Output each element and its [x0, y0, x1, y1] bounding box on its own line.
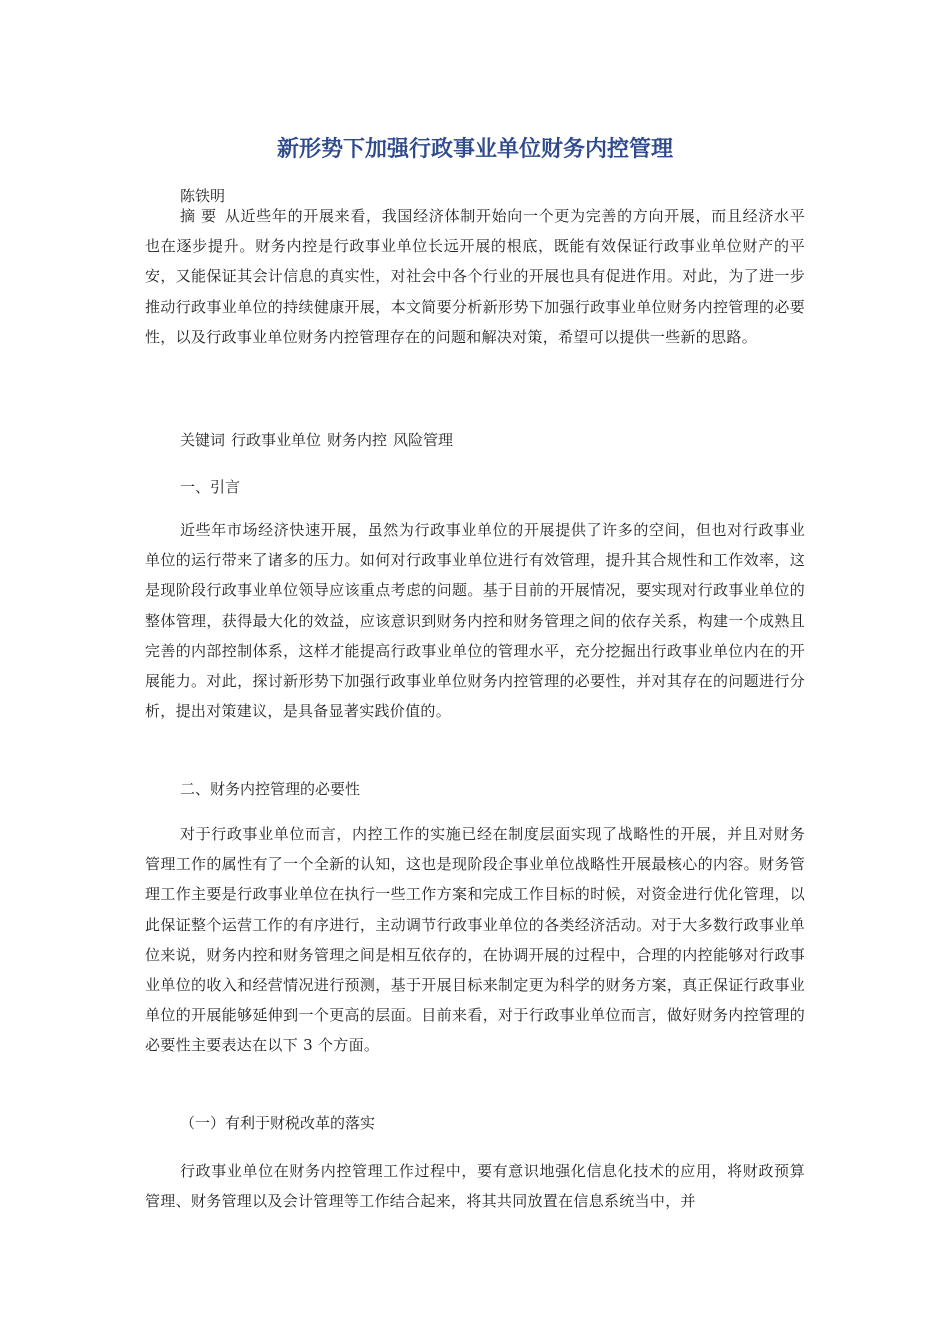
- tax-reform-paragraph: 行政事业单位在财务内控管理工作过程中，要有意识地强化信息化技术的应用，将财政预算管理、财务管理以及会计管理等工作结合起来，将其共同放置在信息系统当中，并: [145, 1162, 805, 1211]
- keyword-item: 财务内控: [327, 431, 388, 449]
- keywords-line: [180, 428, 459, 452]
- abstract-text: 从近些年的开展来看，我国经济体制开始向一个更为完善的方向开展，而且经济水平也在逐步提升。财务内控是行政事业单位长远开展的根底，既能有效保证行政事业单位财产的平安，又能保证其会计信息的真实性，对社会中各个行业的开展也具有促进作用。对此，为了进一步推动行政事业单位的持续健康开展，本文简要分析新形势下加强行政事业单位财务内控管理的必要性，以及行政事业单位财务内控管理存在的问题和解决对策，希望可以提供一些新的思路。: [145, 207, 805, 346]
- abstract-label: 摘 要: [180, 207, 217, 225]
- document-title: 新形势下加强行政事业单位财务内控管理: [276, 137, 673, 162]
- keywords-label: 关键词: [180, 431, 226, 449]
- keyword-item: 风险管理: [393, 431, 454, 449]
- introduction-paragraph: 近些年市场经济快速开展，虽然为行政事业单位的开展提供了许多的空间，但也对行政事业单位的运行带来了诸多的压力。如何对行政事业单位进行有效管理，提升其合规性和工作效率，这是现阶段行政事业单位领导应该重点考虑的问题。基于目前的开展情况，要实现对行政事业单位的整体管理，获得最大化的效益，应该意识到财务内控和财务管理之间的依存关系，构建一个成熟且完善的内部控制体系，这样才能提高行政事业单位的管理水平，充分挖掘出行政事业单位内在的开展能力。对此，探讨新形势下加强行政事业单位财务内控管理的必要性，并对其存在的问题进行分析，提出对策建议，是具备显著实践价值的。: [145, 521, 805, 721]
- abstract-paragraph: [145, 201, 805, 352]
- keyword-item: 行政事业单位: [231, 431, 322, 449]
- subsection-heading-tax-reform: （一）有利于财税改革的落实: [180, 1114, 376, 1132]
- author-name: 陈铁明: [180, 187, 226, 205]
- necessity-paragraph: 对于行政事业单位而言，内控工作的实施已经在制度层面实现了战略性的开展，并且对财务管理工作的属性有了一个全新的认知，这也是现阶段企事业单位战略性开展最核心的内容。财务管理工作主要是行政事业单位在执行一些工作方案和完成工作目标的时候，对资金进行优化管理，以此保证整个运营工作的有序进行，主动调节行政事业单位的各类经济活动。对于大多数行政事业单位来说，财务内控和财务管理之间是相互依存的，在协调开展的过程中，合理的内控能够对行政事业单位的收入和经营情况进行预测，基于开展目标来制定更为科学的财务方案，真正保证行政事业单位的开展能够延伸到一个更高的层面。目前来看，对于行政事业单位而言，做好财务内控管理的必要性主要表达在以下 3 个方面。: [145, 825, 805, 1055]
- section-heading-introduction: 一、引言: [180, 478, 241, 496]
- section-heading-necessity: 二、财务内控管理的必要性: [180, 780, 361, 798]
